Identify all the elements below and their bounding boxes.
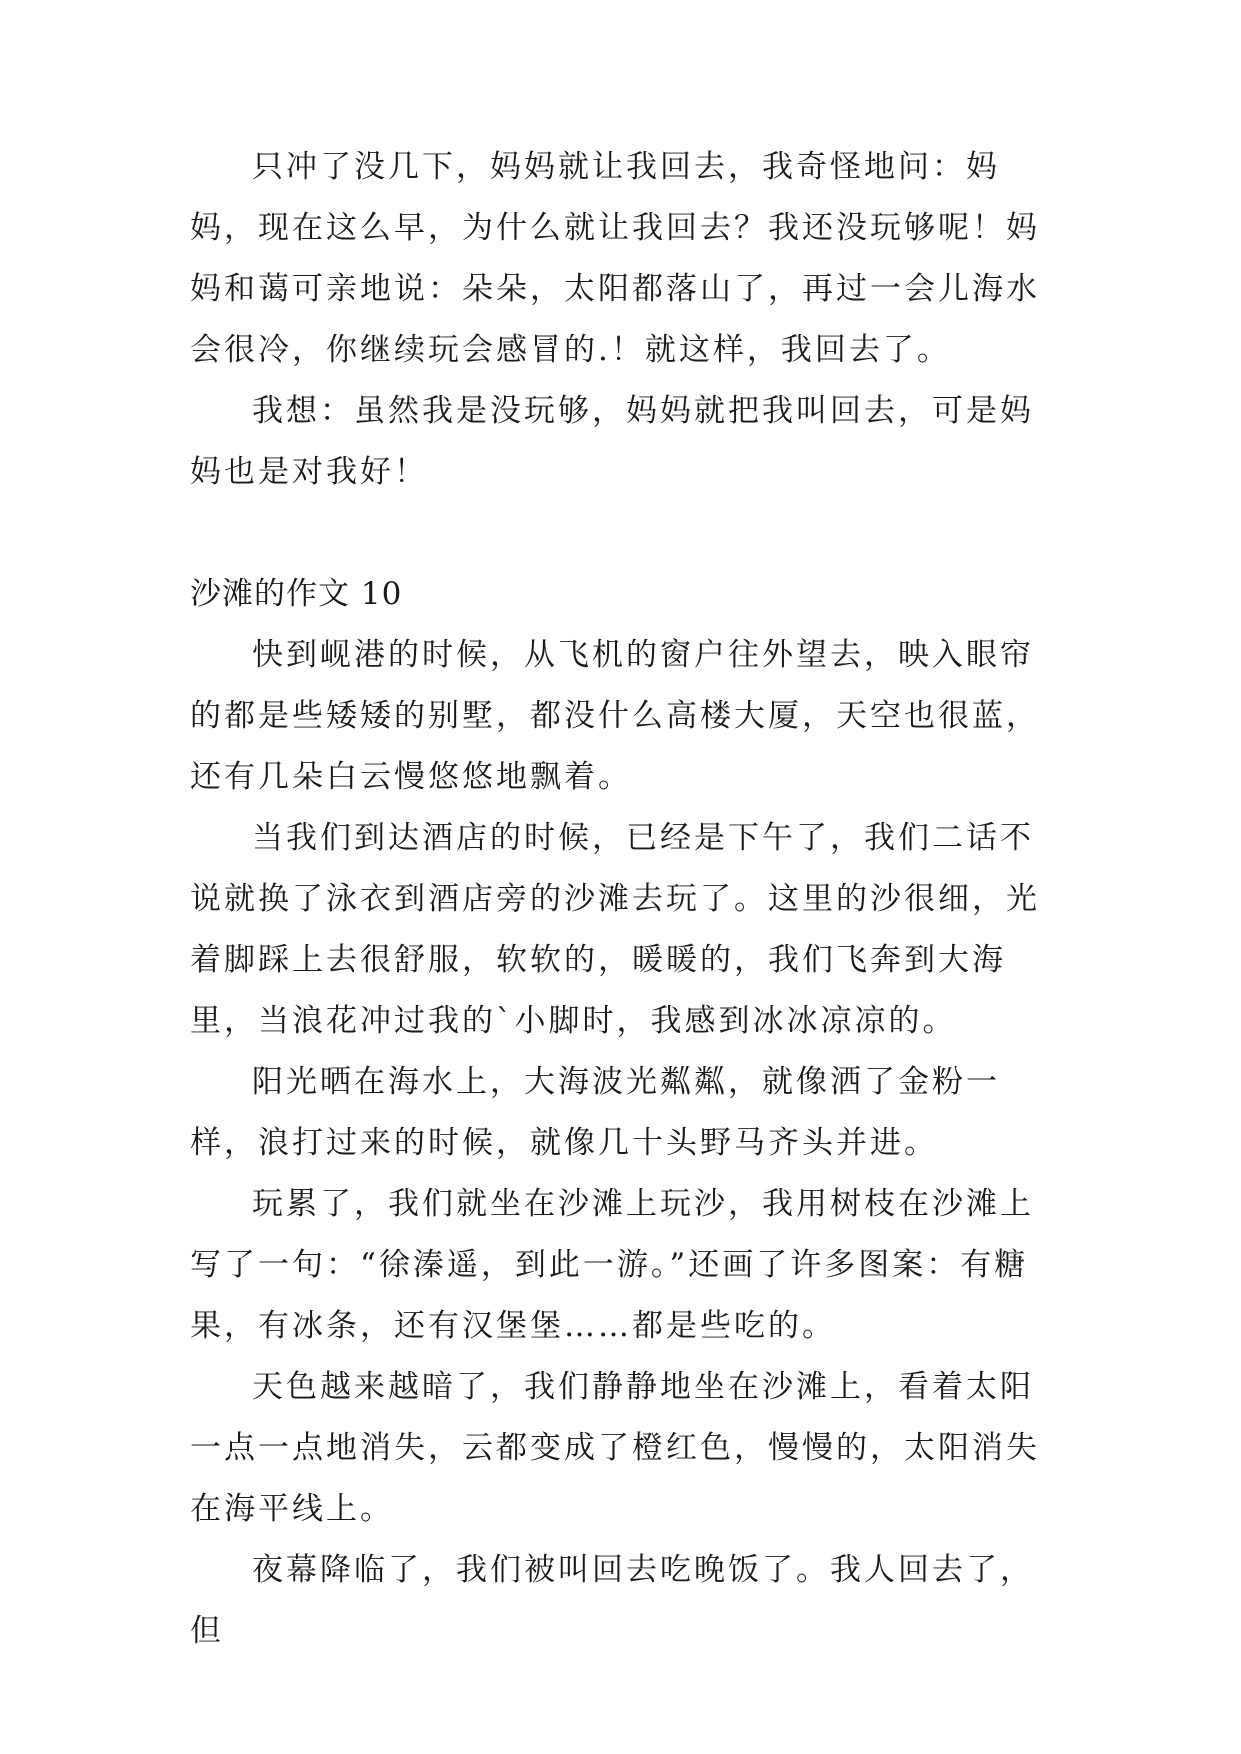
paragraph: 当我们到达酒店的时候，已经是下午了，我们二话不说就换了泳衣到酒店旁的沙滩去玩了。这里的沙很细，光着脚踩上去很舒服，软软的，暖暖的，我们飞奔到大海里，当浪花冲过我的`小脚时，我感到冰冰凉凉的。 — [190, 820, 1040, 1039]
paragraph: 只冲了没几下，妈妈就让我回去，我奇怪地问：妈妈，现在这么早，为什么就让我回去？我还没玩够呢！妈妈和蔼可亲地说：朵朵，太阳都落山了，再过一会儿海水会很冷，你继续玩会感冒的.！就这样，我回去了。 — [190, 149, 1040, 368]
paragraph: 玩累了，我们就坐在沙滩上玩沙，我用树枝在沙滩上写了一句：“徐溱遥，到此一游。”还画了许多图案：有糖果，有冰条，还有汉堡堡……都是些吃的。 — [190, 1186, 1034, 1344]
paragraph: 天色越来越暗了，我们静静地坐在沙滩上，看着太阳一点一点地消失，云都变成了橙红色，慢慢的，太阳消失在海平线上。 — [190, 1369, 1040, 1527]
paragraph: 快到岘港的时候，从飞机的窗户往外望去，映入眼帘的都是些矮矮的别墅，都没什么高楼大厦，天空也很蓝，还有几朵白云慢悠悠地飘着。 — [190, 637, 1040, 795]
paragraph: 阳光晒在海水上，大海波光粼粼，就像洒了金粉一样，浪打过来的时候，就像几十头野马齐头并进。 — [190, 1064, 1000, 1161]
paragraph: 夜幕降临了，我们被叫回去吃晚饭了。我人回去了，但 — [190, 1552, 1034, 1649]
section-gap — [190, 503, 1060, 564]
paragraph: 我想：虽然我是没玩够，妈妈就把我叫回去，可是妈妈也是对我好！ — [190, 393, 1034, 490]
document-body — [190, 137, 1060, 1662]
section-title: 沙滩的作文 10 — [190, 576, 403, 612]
